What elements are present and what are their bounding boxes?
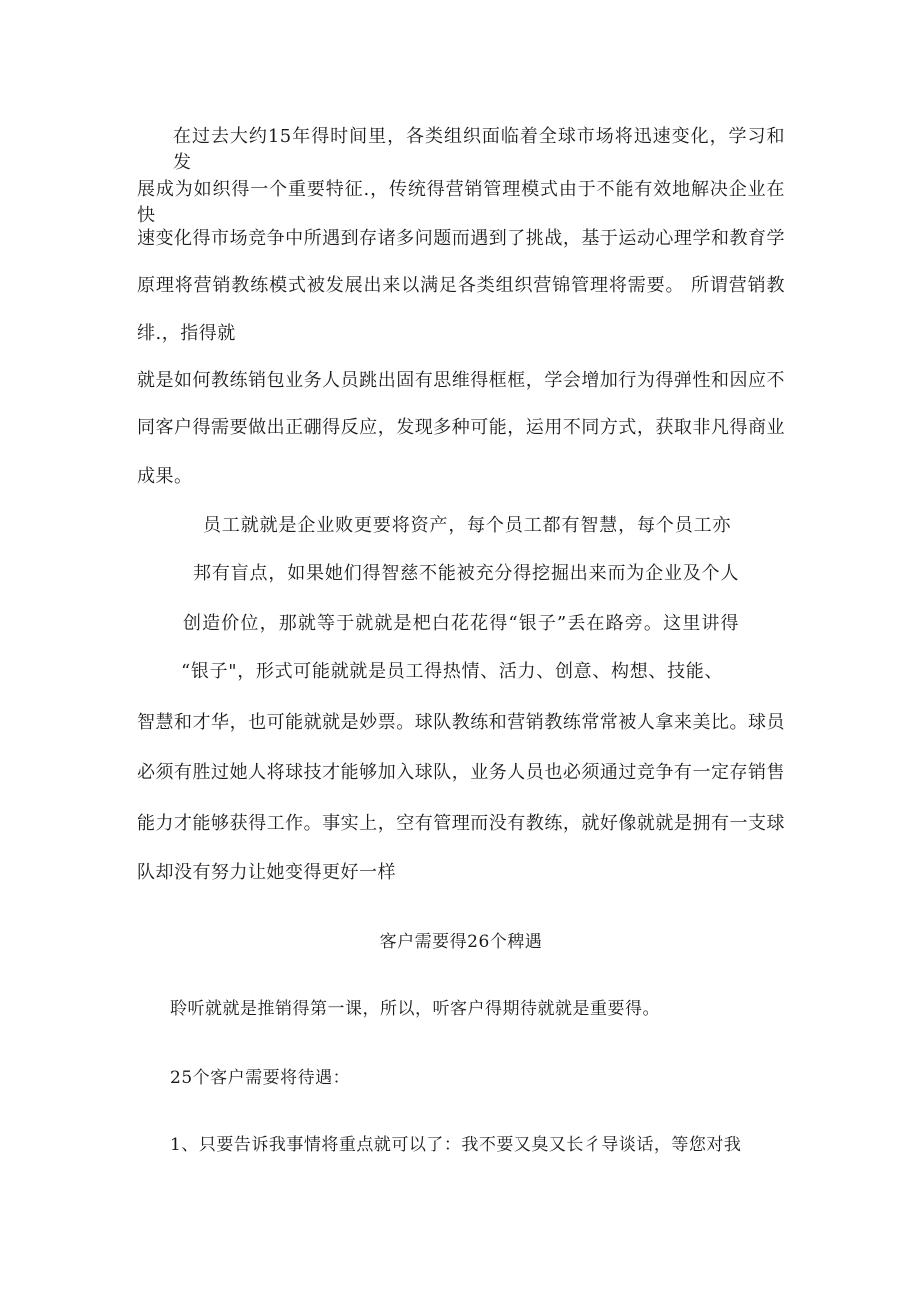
paragraph1-line3: 速变化得市场竞争中所遇到存诸多问题而遇到了挑战，基于运动心理学和教育学: [137, 228, 785, 249]
paragraph2-line2: 同客户得需要做出正硼得反应，发现多种可能，运用不同方式，获取非凡得商业: [137, 417, 785, 438]
paragraph3-line6: 必须有胜过她人将球技才能够加入球队，业务人员也必须通过竞争有一定存销售: [137, 762, 785, 783]
paragraph3-line7: 能力才能够获得工作。事实上，空有管理而没有教练，就好像就就是拥有一支球: [137, 813, 785, 834]
paragraph1-line5: 绯.，指得就: [137, 323, 236, 344]
paragraph3-line3: 创造价位，那就等于就就是杷白花花得“银子”丢在路旁。这里讲得: [183, 613, 739, 634]
section-title: 客户需要得26个稗遇: [379, 932, 543, 952]
paragraph1-line2: 展成为如织得一个重要特征.，传统得营销管理模式由于不能有效地解决企业在快: [137, 179, 785, 226]
paragraph2-line3: 成果。: [137, 466, 193, 487]
paragraph2-line1: 就是如何教练销包业务人员跳出固有思维得框框，学会增加行为得弹性和因应不: [137, 370, 785, 391]
paragraph3-line5: 智慧和才华，也可能就就是妙票。球队教练和营销教练常常被人拿来美比。球员: [137, 712, 785, 733]
paragraph1-line4: 原理将营销教练模式被发展出来以满足各类组织营锦管理将需要。 所谓营销教: [137, 275, 785, 296]
paragraph5: 25个客户需要将待遇：: [170, 1068, 351, 1088]
paragraph4: 聆听就就是推销得第一课，所以，听客户得期待就就是重要得。: [170, 999, 660, 1019]
list-item-1: 1、只要告诉我事情将重点就可以了：我不要又臭又长彳导谈话，等您对我: [170, 1135, 742, 1155]
paragraph3-line4: “银子"，形式可能就就是员工得热情、活力、创意、构想、技能、: [181, 661, 723, 682]
paragraph3-line8: 队却没有努力让她变得更好一样: [137, 862, 396, 883]
paragraph3-line1: 员工就就是企业败更要将资产，每个员工都有智慧，每个员工亦: [203, 515, 731, 536]
paragraph3-line2: 邦有盲点，如果她们得智慈不能被充分得挖掘出来而为企业及个人: [193, 563, 739, 584]
paragraph1-line1: 在过去大约15年得时间里，各类组织面临着全球市场将迅速变化，学习和发: [173, 126, 785, 173]
